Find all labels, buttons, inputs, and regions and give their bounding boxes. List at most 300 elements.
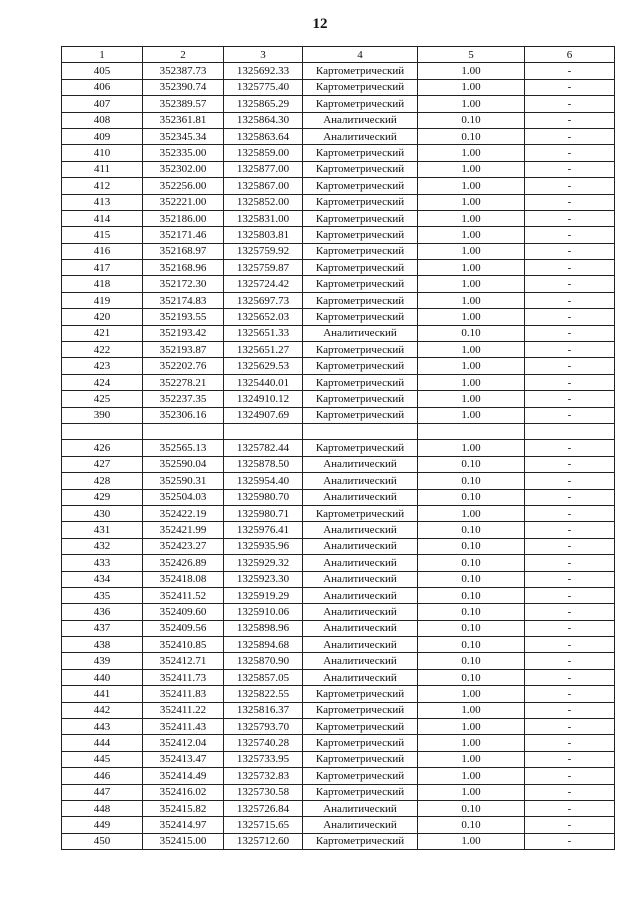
table-cell: 1324907.69 bbox=[224, 407, 303, 423]
table-cell: Картометрический bbox=[303, 260, 418, 276]
table-cell: 423 bbox=[62, 358, 143, 374]
table-cell: 426 bbox=[62, 440, 143, 456]
table-cell: 449 bbox=[62, 817, 143, 833]
table-cell: Картометрический bbox=[303, 309, 418, 325]
table-cell: - bbox=[525, 342, 615, 358]
table-cell: 0.10 bbox=[418, 800, 525, 816]
table-row bbox=[62, 161, 615, 177]
table-cell: 1.00 bbox=[418, 768, 525, 784]
table-cell: 352389.57 bbox=[143, 96, 224, 112]
table-cell: 420 bbox=[62, 309, 143, 325]
table-cell: 447 bbox=[62, 784, 143, 800]
table-cell bbox=[143, 423, 224, 439]
table-cell: - bbox=[525, 112, 615, 128]
table-cell: 412 bbox=[62, 178, 143, 194]
table-cell: 442 bbox=[62, 702, 143, 718]
table-row bbox=[62, 407, 615, 423]
table-cell: 1325651.27 bbox=[224, 342, 303, 358]
table-cell: 1.00 bbox=[418, 276, 525, 292]
table-cell: 1.00 bbox=[418, 161, 525, 177]
table-row bbox=[62, 374, 615, 390]
table-row bbox=[62, 128, 615, 144]
table-cell: - bbox=[525, 538, 615, 554]
table-cell: 352409.60 bbox=[143, 604, 224, 620]
table-cell: 1325692.33 bbox=[224, 63, 303, 79]
table-cell: - bbox=[525, 440, 615, 456]
table-cell: 1.00 bbox=[418, 719, 525, 735]
table-cell: 1325697.73 bbox=[224, 292, 303, 308]
coordinates-table bbox=[61, 46, 615, 850]
table-row bbox=[62, 719, 615, 735]
table-cell: - bbox=[525, 325, 615, 341]
table-cell: Аналитический bbox=[303, 112, 418, 128]
table-cell: 352171.46 bbox=[143, 227, 224, 243]
table-cell: Картометрический bbox=[303, 440, 418, 456]
table-cell: 1325822.55 bbox=[224, 686, 303, 702]
table-cell: 352411.43 bbox=[143, 719, 224, 735]
table-cell: 1325865.29 bbox=[224, 96, 303, 112]
table-row bbox=[62, 260, 615, 276]
table-cell: 1.00 bbox=[418, 178, 525, 194]
table-cell: - bbox=[525, 260, 615, 276]
table-cell: 1325877.00 bbox=[224, 161, 303, 177]
table-cell: 352412.71 bbox=[143, 653, 224, 669]
table-cell: 0.10 bbox=[418, 456, 525, 472]
table-cell: 1.00 bbox=[418, 63, 525, 79]
table-cell: Аналитический bbox=[303, 571, 418, 587]
table-cell: 352504.03 bbox=[143, 489, 224, 505]
table-cell: - bbox=[525, 243, 615, 259]
table-cell: - bbox=[525, 161, 615, 177]
table-cell: 413 bbox=[62, 194, 143, 210]
table-cell: 1325652.03 bbox=[224, 309, 303, 325]
table-cell: Аналитический bbox=[303, 522, 418, 538]
table-cell: - bbox=[525, 702, 615, 718]
table-row bbox=[62, 325, 615, 341]
table-cell: 1325878.50 bbox=[224, 456, 303, 472]
table-cell: 1325919.29 bbox=[224, 587, 303, 603]
table-cell: 1.00 bbox=[418, 751, 525, 767]
table-cell: - bbox=[525, 210, 615, 226]
table-cell: 0.10 bbox=[418, 522, 525, 538]
table-cell: 1.00 bbox=[418, 145, 525, 161]
table-row bbox=[62, 79, 615, 95]
table-row bbox=[62, 227, 615, 243]
table-cell: 448 bbox=[62, 800, 143, 816]
table-cell bbox=[62, 423, 143, 439]
table-cell: 352418.08 bbox=[143, 571, 224, 587]
table-cell: 1325929.32 bbox=[224, 555, 303, 571]
table-cell: 1.00 bbox=[418, 505, 525, 521]
table-cell: 0.10 bbox=[418, 325, 525, 341]
table-row bbox=[62, 112, 615, 128]
table-cell: 1325440.01 bbox=[224, 374, 303, 390]
table-cell: 1.00 bbox=[418, 309, 525, 325]
table-cell: 1.00 bbox=[418, 342, 525, 358]
table-row bbox=[62, 358, 615, 374]
table-row bbox=[62, 800, 615, 816]
table-cell: 444 bbox=[62, 735, 143, 751]
table-cell: 1325740.28 bbox=[224, 735, 303, 751]
table-cell: 417 bbox=[62, 260, 143, 276]
table-row bbox=[62, 194, 615, 210]
table-cell: 1325923.30 bbox=[224, 571, 303, 587]
table-cell: - bbox=[525, 276, 615, 292]
table-cell: Картометрический bbox=[303, 735, 418, 751]
table-cell: 390 bbox=[62, 407, 143, 423]
table-cell: 352306.16 bbox=[143, 407, 224, 423]
table-row bbox=[62, 505, 615, 521]
table-cell: 1325870.90 bbox=[224, 653, 303, 669]
table-cell: Картометрический bbox=[303, 374, 418, 390]
table-cell: 422 bbox=[62, 342, 143, 358]
table-row bbox=[62, 63, 615, 79]
table-cell: 1325910.06 bbox=[224, 604, 303, 620]
table-cell: - bbox=[525, 522, 615, 538]
table-cell: 1324910.12 bbox=[224, 391, 303, 407]
table-cell: Аналитический bbox=[303, 538, 418, 554]
table-cell: 1.00 bbox=[418, 260, 525, 276]
table-cell: 1325803.81 bbox=[224, 227, 303, 243]
table-row bbox=[62, 423, 615, 439]
table-cell: Картометрический bbox=[303, 686, 418, 702]
table-cell: Картометрический bbox=[303, 505, 418, 521]
table-cell: 352421.99 bbox=[143, 522, 224, 538]
table-cell: Картометрический bbox=[303, 292, 418, 308]
table-cell: 0.10 bbox=[418, 669, 525, 685]
table-cell: - bbox=[525, 391, 615, 407]
table-cell: 0.10 bbox=[418, 587, 525, 603]
table-cell: 1325980.71 bbox=[224, 505, 303, 521]
table-cell: 427 bbox=[62, 456, 143, 472]
table-cell: 352565.13 bbox=[143, 440, 224, 456]
table-cell: Аналитический bbox=[303, 473, 418, 489]
table-cell: 439 bbox=[62, 653, 143, 669]
table-cell: Картометрический bbox=[303, 391, 418, 407]
table-cell: - bbox=[525, 604, 615, 620]
table-cell: 437 bbox=[62, 620, 143, 636]
table-row bbox=[62, 210, 615, 226]
table-cell: 1.00 bbox=[418, 374, 525, 390]
table-row bbox=[62, 833, 615, 849]
table-cell: 450 bbox=[62, 833, 143, 849]
table-cell: 352411.83 bbox=[143, 686, 224, 702]
table-row bbox=[62, 735, 615, 751]
table-cell: 435 bbox=[62, 587, 143, 603]
table-cell: Аналитический bbox=[303, 555, 418, 571]
table-cell: 446 bbox=[62, 768, 143, 784]
table-cell: - bbox=[525, 751, 615, 767]
table-cell: 429 bbox=[62, 489, 143, 505]
table-cell: 407 bbox=[62, 96, 143, 112]
table-cell: 411 bbox=[62, 161, 143, 177]
table-cell: 425 bbox=[62, 391, 143, 407]
table-cell: 0.10 bbox=[418, 128, 525, 144]
table-row bbox=[62, 817, 615, 833]
table-cell: Аналитический bbox=[303, 620, 418, 636]
table-cell: 1.00 bbox=[418, 833, 525, 849]
table-row bbox=[62, 276, 615, 292]
table-cell: 1.00 bbox=[418, 79, 525, 95]
table-cell: Аналитический bbox=[303, 456, 418, 472]
table-cell: - bbox=[525, 227, 615, 243]
table-row bbox=[62, 145, 615, 161]
table-cell: 436 bbox=[62, 604, 143, 620]
table-cell: 0.10 bbox=[418, 571, 525, 587]
table-cell: - bbox=[525, 768, 615, 784]
table-cell: 431 bbox=[62, 522, 143, 538]
table-cell: 0.10 bbox=[418, 112, 525, 128]
table-cell: 352411.73 bbox=[143, 669, 224, 685]
table-cell: Картометрический bbox=[303, 407, 418, 423]
table-cell: - bbox=[525, 178, 615, 194]
table-cell: 1.00 bbox=[418, 686, 525, 702]
table-cell: 424 bbox=[62, 374, 143, 390]
table-row bbox=[62, 604, 615, 620]
table-cell: 1.00 bbox=[418, 407, 525, 423]
table-cell: Картометрический bbox=[303, 751, 418, 767]
table-cell: - bbox=[525, 587, 615, 603]
table-cell: 1325852.00 bbox=[224, 194, 303, 210]
table-cell: 0.10 bbox=[418, 637, 525, 653]
table-cell: - bbox=[525, 96, 615, 112]
table-cell: - bbox=[525, 489, 615, 505]
table-row bbox=[62, 489, 615, 505]
table-cell: 433 bbox=[62, 555, 143, 571]
table-cell: 1325759.92 bbox=[224, 243, 303, 259]
table-cell: Аналитический bbox=[303, 800, 418, 816]
table-cell: 352413.47 bbox=[143, 751, 224, 767]
table-cell: Аналитический bbox=[303, 669, 418, 685]
table-row bbox=[62, 686, 615, 702]
column-header: 1 bbox=[62, 47, 143, 63]
table-row bbox=[62, 669, 615, 685]
table-row bbox=[62, 637, 615, 653]
table-cell: 352426.89 bbox=[143, 555, 224, 571]
table-cell: - bbox=[525, 669, 615, 685]
table-cell bbox=[418, 423, 525, 439]
table-cell: 352302.00 bbox=[143, 161, 224, 177]
table-cell: 445 bbox=[62, 751, 143, 767]
table-cell bbox=[224, 423, 303, 439]
table-cell: 352412.04 bbox=[143, 735, 224, 751]
table-cell: 352186.00 bbox=[143, 210, 224, 226]
table-cell: - bbox=[525, 686, 615, 702]
table-cell: 1.00 bbox=[418, 702, 525, 718]
table-row bbox=[62, 571, 615, 587]
table-cell: 1325980.70 bbox=[224, 489, 303, 505]
table-row bbox=[62, 768, 615, 784]
table-row bbox=[62, 178, 615, 194]
table-cell: 443 bbox=[62, 719, 143, 735]
table-cell: 352237.35 bbox=[143, 391, 224, 407]
table-row bbox=[62, 309, 615, 325]
table-row bbox=[62, 538, 615, 554]
table-cell: - bbox=[525, 817, 615, 833]
table-cell: 410 bbox=[62, 145, 143, 161]
table-cell: 352590.31 bbox=[143, 473, 224, 489]
table-cell: 1.00 bbox=[418, 735, 525, 751]
table-cell: 1325816.37 bbox=[224, 702, 303, 718]
table-cell: 352415.82 bbox=[143, 800, 224, 816]
table-cell: 1.00 bbox=[418, 784, 525, 800]
table-cell: 352409.56 bbox=[143, 620, 224, 636]
table-cell: Картометрический bbox=[303, 276, 418, 292]
table-cell: 1325712.60 bbox=[224, 833, 303, 849]
table-cell: Картометрический bbox=[303, 227, 418, 243]
table-cell: Картометрический bbox=[303, 96, 418, 112]
page-number: 12 bbox=[312, 16, 328, 32]
table-row bbox=[62, 456, 615, 472]
table-cell: 428 bbox=[62, 473, 143, 489]
table-cell: 352390.74 bbox=[143, 79, 224, 95]
table-cell: 1325782.44 bbox=[224, 440, 303, 456]
table-cell: - bbox=[525, 800, 615, 816]
table-cell: Картометрический bbox=[303, 161, 418, 177]
table-cell: 1325857.05 bbox=[224, 669, 303, 685]
table-cell: 408 bbox=[62, 112, 143, 128]
table-cell: 352168.97 bbox=[143, 243, 224, 259]
table-cell: 432 bbox=[62, 538, 143, 554]
table-cell: - bbox=[525, 145, 615, 161]
column-header: 6 bbox=[525, 47, 615, 63]
table-cell: 352415.00 bbox=[143, 833, 224, 849]
table-cell: 1325935.96 bbox=[224, 538, 303, 554]
table-cell: 1325954.40 bbox=[224, 473, 303, 489]
table-cell: 1.00 bbox=[418, 391, 525, 407]
table-cell: - bbox=[525, 128, 615, 144]
table-cell: 1.00 bbox=[418, 292, 525, 308]
table-cell: 352411.52 bbox=[143, 587, 224, 603]
table-cell: 1325730.58 bbox=[224, 784, 303, 800]
table-cell: 1.00 bbox=[418, 96, 525, 112]
table-row bbox=[62, 653, 615, 669]
table-cell: Картометрический bbox=[303, 145, 418, 161]
table-cell: 352172.30 bbox=[143, 276, 224, 292]
table-cell: - bbox=[525, 653, 615, 669]
table-cell: - bbox=[525, 555, 615, 571]
table-cell: 1325898.96 bbox=[224, 620, 303, 636]
table-row bbox=[62, 555, 615, 571]
table-row bbox=[62, 784, 615, 800]
table-cell: 440 bbox=[62, 669, 143, 685]
table-cell: 1325732.83 bbox=[224, 768, 303, 784]
table-cell: 405 bbox=[62, 63, 143, 79]
table-cell: - bbox=[525, 79, 615, 95]
header-row bbox=[62, 47, 615, 63]
table-cell: 1.00 bbox=[418, 210, 525, 226]
table-cell bbox=[303, 423, 418, 439]
table-cell: - bbox=[525, 784, 615, 800]
table-cell: - bbox=[525, 505, 615, 521]
table-cell: Картометрический bbox=[303, 243, 418, 259]
table-row bbox=[62, 751, 615, 767]
table-cell: 441 bbox=[62, 686, 143, 702]
table-cell: - bbox=[525, 620, 615, 636]
table-cell: 418 bbox=[62, 276, 143, 292]
table-cell: 352345.34 bbox=[143, 128, 224, 144]
table-cell: 1325863.64 bbox=[224, 128, 303, 144]
table-cell: - bbox=[525, 735, 615, 751]
table-cell: 352361.81 bbox=[143, 112, 224, 128]
table-cell: 409 bbox=[62, 128, 143, 144]
table-cell: 352193.87 bbox=[143, 342, 224, 358]
table-cell: 352202.76 bbox=[143, 358, 224, 374]
table-row bbox=[62, 96, 615, 112]
table-cell: 1325867.00 bbox=[224, 178, 303, 194]
table-cell: - bbox=[525, 473, 615, 489]
table-cell: - bbox=[525, 309, 615, 325]
table-cell: 1325859.00 bbox=[224, 145, 303, 161]
table-row bbox=[62, 522, 615, 538]
table-row bbox=[62, 620, 615, 636]
table-cell bbox=[525, 423, 615, 439]
table-cell: 352256.00 bbox=[143, 178, 224, 194]
table-cell: - bbox=[525, 407, 615, 423]
table-cell: 0.10 bbox=[418, 620, 525, 636]
table-cell: Картометрический bbox=[303, 342, 418, 358]
table-cell: 352416.02 bbox=[143, 784, 224, 800]
table-cell: - bbox=[525, 719, 615, 735]
table-cell: 352278.21 bbox=[143, 374, 224, 390]
table-cell: - bbox=[525, 63, 615, 79]
table-cell: 352414.97 bbox=[143, 817, 224, 833]
table-cell: - bbox=[525, 456, 615, 472]
table-cell: Картометрический bbox=[303, 194, 418, 210]
table-cell: 0.10 bbox=[418, 604, 525, 620]
table-cell: 1.00 bbox=[418, 440, 525, 456]
table-cell: 1.00 bbox=[418, 227, 525, 243]
table-cell: - bbox=[525, 637, 615, 653]
table-cell: 1325733.95 bbox=[224, 751, 303, 767]
table-cell: 352387.73 bbox=[143, 63, 224, 79]
table-cell: 1325651.33 bbox=[224, 325, 303, 341]
table-cell: Аналитический bbox=[303, 489, 418, 505]
table-cell: Картометрический bbox=[303, 210, 418, 226]
column-header: 3 bbox=[224, 47, 303, 63]
table-body bbox=[62, 63, 615, 850]
table-cell: 406 bbox=[62, 79, 143, 95]
table-cell: Аналитический bbox=[303, 587, 418, 603]
table-cell: 1325894.68 bbox=[224, 637, 303, 653]
table-row bbox=[62, 243, 615, 259]
table-cell: Картометрический bbox=[303, 178, 418, 194]
table-cell: 415 bbox=[62, 227, 143, 243]
table-cell: Картометрический bbox=[303, 63, 418, 79]
table-cell: 434 bbox=[62, 571, 143, 587]
table-cell: Аналитический bbox=[303, 325, 418, 341]
table-cell: 352411.22 bbox=[143, 702, 224, 718]
table-cell: 0.10 bbox=[418, 489, 525, 505]
table-cell: 1325715.65 bbox=[224, 817, 303, 833]
table-cell: 352174.83 bbox=[143, 292, 224, 308]
table-cell: 352422.19 bbox=[143, 505, 224, 521]
table-cell: - bbox=[525, 292, 615, 308]
table-cell: 1325831.00 bbox=[224, 210, 303, 226]
table-cell: 352168.96 bbox=[143, 260, 224, 276]
table-cell: 1325724.42 bbox=[224, 276, 303, 292]
table-cell: Картометрический bbox=[303, 719, 418, 735]
column-header: 5 bbox=[418, 47, 525, 63]
table-cell: 414 bbox=[62, 210, 143, 226]
table-cell: 0.10 bbox=[418, 538, 525, 554]
table-cell: 352221.00 bbox=[143, 194, 224, 210]
table-cell: - bbox=[525, 833, 615, 849]
table-cell: 421 bbox=[62, 325, 143, 341]
table-cell: 352423.27 bbox=[143, 538, 224, 554]
table-cell: - bbox=[525, 571, 615, 587]
table-cell: 0.10 bbox=[418, 817, 525, 833]
